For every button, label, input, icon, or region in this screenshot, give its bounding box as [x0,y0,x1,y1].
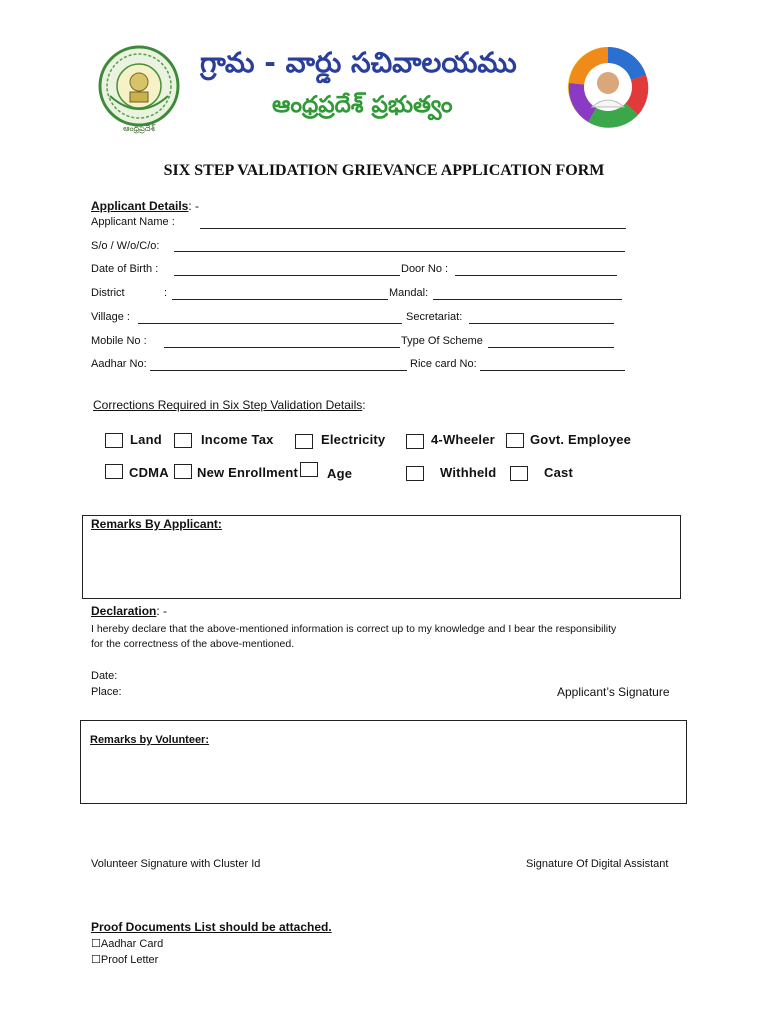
cdma-checkbox[interactable] [105,464,123,479]
four-wheeler-checkbox[interactable] [406,434,424,449]
remarks-applicant-label: Remarks By Applicant: [91,517,222,531]
land-checkbox[interactable] [105,433,123,448]
declaration-text-line1: I hereby declare that the above-mentioned information is correct up to my knowledge and I bear the responsibility [91,623,617,635]
volunteer-signature-label: Volunteer Signature with Cluster Id [91,858,261,870]
state-emblem [96,44,182,136]
new-enrollment-checkbox[interactable] [174,464,192,479]
state-emblem-icon [96,44,182,136]
corrections-heading [93,398,366,412]
declaration-text-line2: for the correctness of the above-mentioned. [91,638,295,650]
door-no-line[interactable] [455,275,617,276]
village-label: Village : [91,311,130,323]
navaratnalu-logo-icon [566,45,650,129]
secretariat-line[interactable] [469,323,614,324]
aadhar-line[interactable] [150,370,407,371]
scheme-line[interactable] [488,347,614,348]
govt-employee-label: Govt. Employee [530,432,632,447]
remarks-applicant-box[interactable] [82,515,681,599]
land-label: Land [130,432,162,447]
income-tax-checkbox[interactable] [174,433,192,448]
form-title: SIX STEP VALIDATION GRIEVANCE APPLICATION FORM [163,162,605,179]
govt-employee-checkbox[interactable] [506,433,524,448]
four-wheeler-label: 4-Wheeler [431,432,495,447]
village-line[interactable] [138,323,402,324]
relation-label: S/o / W/o/C/o: [91,240,160,252]
district-line[interactable] [172,299,388,300]
proof-item-aadhar[interactable]: ☐Aadhar Card [91,938,164,950]
relation-line[interactable] [174,251,625,252]
cast-label: Cast [544,465,573,480]
cdma-label: CDMA [129,465,169,480]
withheld-label: Withheld [440,465,497,480]
remarks-volunteer-label: Remarks by Volunteer: [90,734,210,746]
header-title-line2: ఆంధ్రప్రదేశ్ ప్రభుత్వం [272,92,453,118]
place-label: Place: [91,686,122,698]
age-checkbox[interactable] [300,462,318,477]
district-colon: : [164,287,168,299]
district-label: District [91,287,125,299]
applicant-name-line[interactable] [200,228,626,229]
aadhar-label: Aadhar No: [91,358,147,370]
proof-documents-heading: Proof Documents List should be attached. [91,920,332,934]
cast-checkbox[interactable] [510,466,528,481]
proof-item-letter[interactable]: ☐Proof Letter [91,954,159,966]
declaration-heading [91,604,167,618]
digital-assistant-signature-label: Signature Of Digital Assistant [526,858,669,870]
emblem-caption: ఆంధ్రప్రదేశ్ [123,124,155,133]
electricity-label: Electricity [321,432,386,447]
mandal-label: Mandal: [389,287,429,299]
remarks-volunteer-box[interactable] [80,720,687,804]
corrections-heading-colon: : [362,398,366,412]
withheld-checkbox[interactable] [406,466,424,481]
applicant-details-heading [91,199,199,213]
navaratnalu-logo [566,45,650,129]
applicant-name-label: Applicant Name : [91,216,175,228]
secretariat-label: Secretariat: [406,311,463,323]
applicant-signature-label: Applicant’s Signature [557,685,670,699]
age-label: Age [327,466,353,481]
mobile-line[interactable] [164,347,400,348]
dob-line[interactable] [174,275,400,276]
mandal-line[interactable] [433,299,622,300]
rice-card-label: Rice card No: [410,358,477,370]
scheme-label: Type Of Scheme [401,335,483,347]
header-title-line1: గ్రామ - వార్డు సచివాలయము [200,46,517,79]
applicant-details-label: Applicant Details [91,199,189,213]
income-tax-label: Income Tax [201,432,274,447]
rice-card-line[interactable] [480,370,625,371]
dob-label: Date of Birth : [91,263,159,275]
declaration-suffix: : - [156,604,168,618]
declaration-label: Declaration [91,604,157,618]
electricity-checkbox[interactable] [295,434,313,449]
date-label: Date: [91,670,118,682]
new-enrollment-label: New Enrollment [197,465,299,480]
corrections-heading-label: Corrections Required in Six Step Validation Details [93,398,363,412]
applicant-details-suffix: : - [188,199,200,213]
door-no-label: Door No : [401,263,449,275]
mobile-label: Mobile No : [91,335,147,347]
